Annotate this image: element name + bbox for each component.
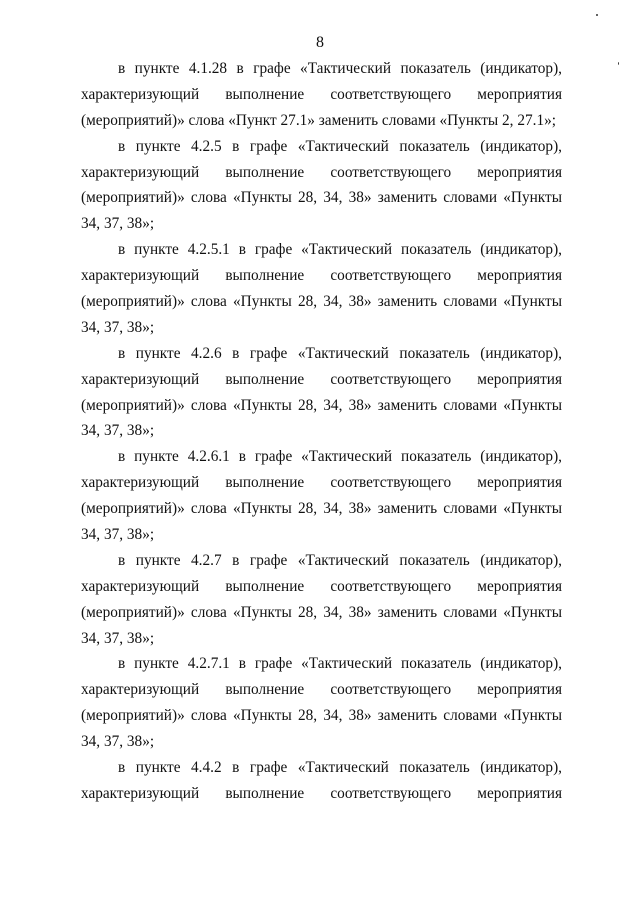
text-line: 34, 37, 38»; — [81, 318, 155, 336]
paragraph — [81, 651, 562, 755]
paragraph — [81, 56, 562, 134]
text-line: характеризующий выполнение соответствующего мероприятия — [81, 784, 562, 802]
page-number: 8 — [316, 34, 324, 51]
text-line: (мероприятий)» слова «Пункты 28, 34, 38» заменить словами «Пункты — [81, 707, 562, 725]
text-line: характеризующий выполнение соответствующего мероприятия — [81, 681, 562, 699]
document-body — [81, 56, 562, 807]
text-line: (мероприятий)» слова «Пункты 28, 34, 38» заменить словами «Пункты — [81, 189, 562, 207]
text-line: характеризующий выполнение соответствующего мероприятия — [81, 267, 562, 285]
text-line: в пункте 4.4.2 в графе «Тактический показатель (индикатор), — [118, 759, 562, 777]
text-line: (мероприятий)» слова «Пункты 28, 34, 38» заменить словами «Пункты — [81, 293, 562, 311]
text-line: в пункте 4.1.28 в графе «Тактический показатель (индикатор), — [118, 60, 562, 77]
paragraph — [81, 548, 562, 652]
text-line: в пункте 4.2.7 в графе «Тактический показатель (индикатор), — [118, 551, 562, 569]
text-line: 34, 37, 38»; — [81, 526, 155, 544]
paragraph — [81, 237, 562, 341]
text-line: 34, 37, 38»; — [81, 215, 155, 233]
paragraph — [81, 134, 562, 238]
scan-speck — [618, 62, 619, 65]
text-line: (мероприятий)» слова «Пункты 28, 34, 38» заменить словами «Пункты — [81, 396, 562, 414]
text-line: (мероприятий)» слова «Пункты 28, 34, 38» заменить словами «Пункты — [81, 603, 562, 621]
text-line: 34, 37, 38»; — [81, 629, 155, 647]
text-line: в пункте 4.2.5 в графе «Тактический показатель (индикатор), — [118, 137, 562, 155]
paragraph — [81, 444, 562, 548]
text-line: в пункте 4.2.5.1 в графе «Тактический показатель (индикатор), — [118, 241, 562, 259]
text-line: (мероприятий)» слова «Пункт 27.1» заменить словами «Пункты 2, 27.1»; — [81, 111, 557, 129]
text-line: в пункте 4.2.7.1 в графе «Тактический показатель (индикатор), — [118, 655, 562, 673]
paragraph — [81, 341, 562, 445]
text-line: характеризующий выполнение соответствующего мероприятия — [81, 474, 562, 492]
text-line: характеризующий выполнение соответствующего мероприятия — [81, 85, 562, 103]
text-line: 34, 37, 38»; — [81, 422, 155, 440]
text-line: в пункте 4.2.6.1 в графе «Тактический показатель (индикатор), — [118, 448, 562, 466]
scan-speck — [596, 14, 598, 16]
text-line: 34, 37, 38»; — [81, 733, 155, 751]
text-line: в пункте 4.2.6 в графе «Тактический показатель (индикатор), — [118, 344, 562, 362]
paragraph — [81, 755, 562, 807]
text-line: характеризующий выполнение соответствующего мероприятия — [81, 370, 562, 388]
text-line: характеризующий выполнение соответствующего мероприятия — [81, 577, 562, 595]
text-line: (мероприятий)» слова «Пункты 28, 34, 38» заменить словами «Пункты — [81, 500, 562, 518]
text-line: характеризующий выполнение соответствующего мероприятия — [81, 163, 562, 181]
